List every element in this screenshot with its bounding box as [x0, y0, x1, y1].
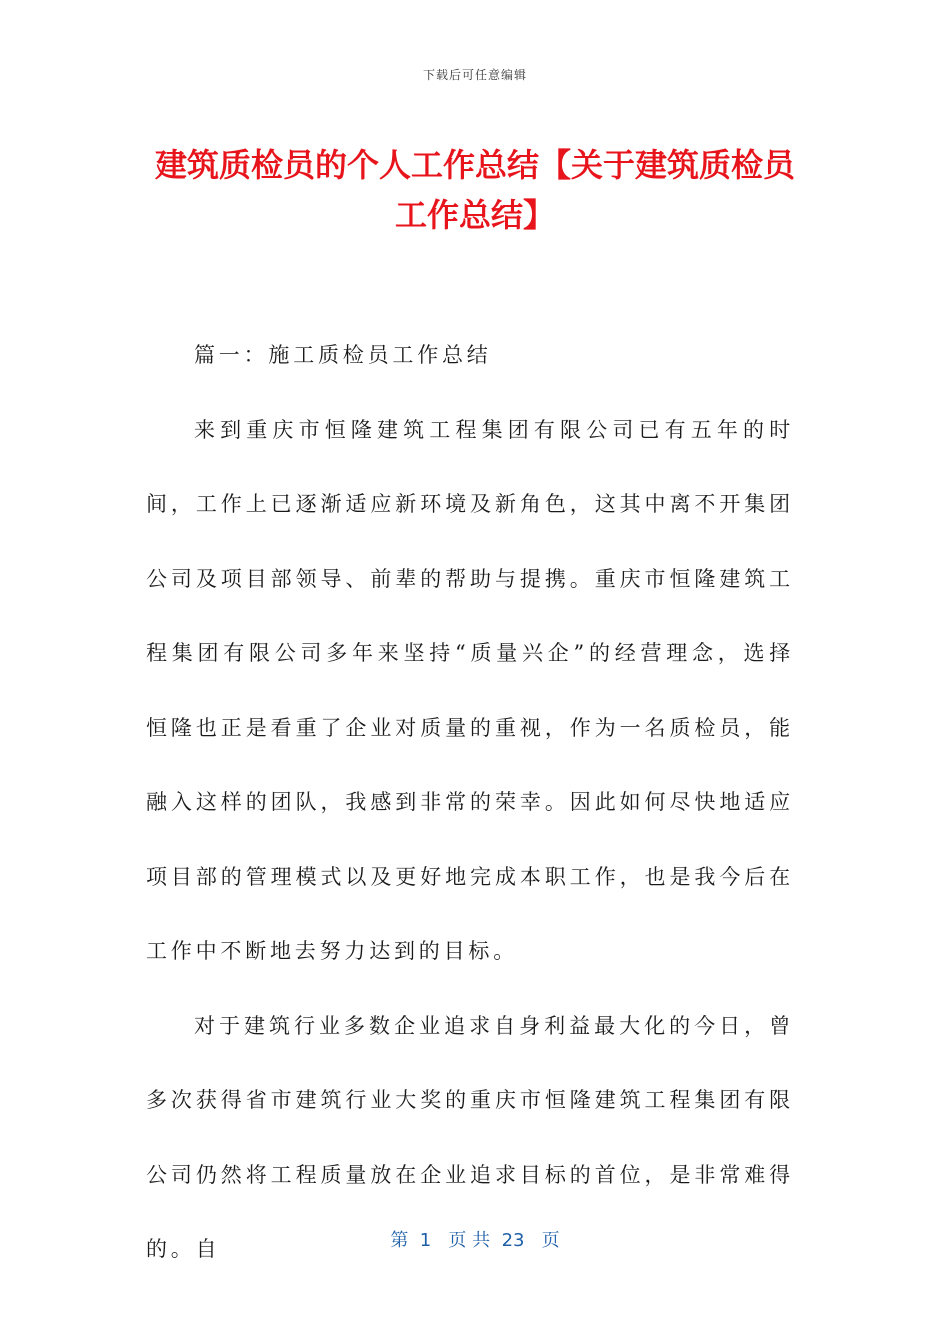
body-paragraph: 来到重庆市恒隆建筑工程集团有限公司已有五年的时间，工作上已逐渐适应新环境及新角色，这其中离不开集团公司及项目部领导、前辈的帮助与提携。重庆市恒隆建筑工程集团有限公司多年来坚持“质量兴企”的经营理念，选择恒隆也正是看重了企业对质量的重视，作为一名质检员，能融入这样的团队，我感到非常的荣幸。因此如何尽快地适应项目部的管理模式以及更好地完成本职工作，也是我今后在工作中不断地去努力达到的目标。: [146, 417, 794, 963]
document-body: [146, 318, 794, 1287]
header-note: 下载后可任意编辑: [422, 68, 527, 82]
body-paragraph: 对于建筑行业多数企业追求自身利益最大化的今日，曾多次获得省市建筑行业大奖的重庆市恒隆建筑工程集团有限公司仍然将工程质量放在企业追求目标的首位，是非常难得的。自: [146, 1013, 794, 1261]
page-number-footer: 第 1 页 共 23 页: [390, 1230, 560, 1251]
document-title: 建筑质检员的个人工作总结【关于建筑质检员工作总结】: [154, 146, 795, 234]
section-heading: 篇一：施工质检员工作总结: [194, 343, 492, 367]
